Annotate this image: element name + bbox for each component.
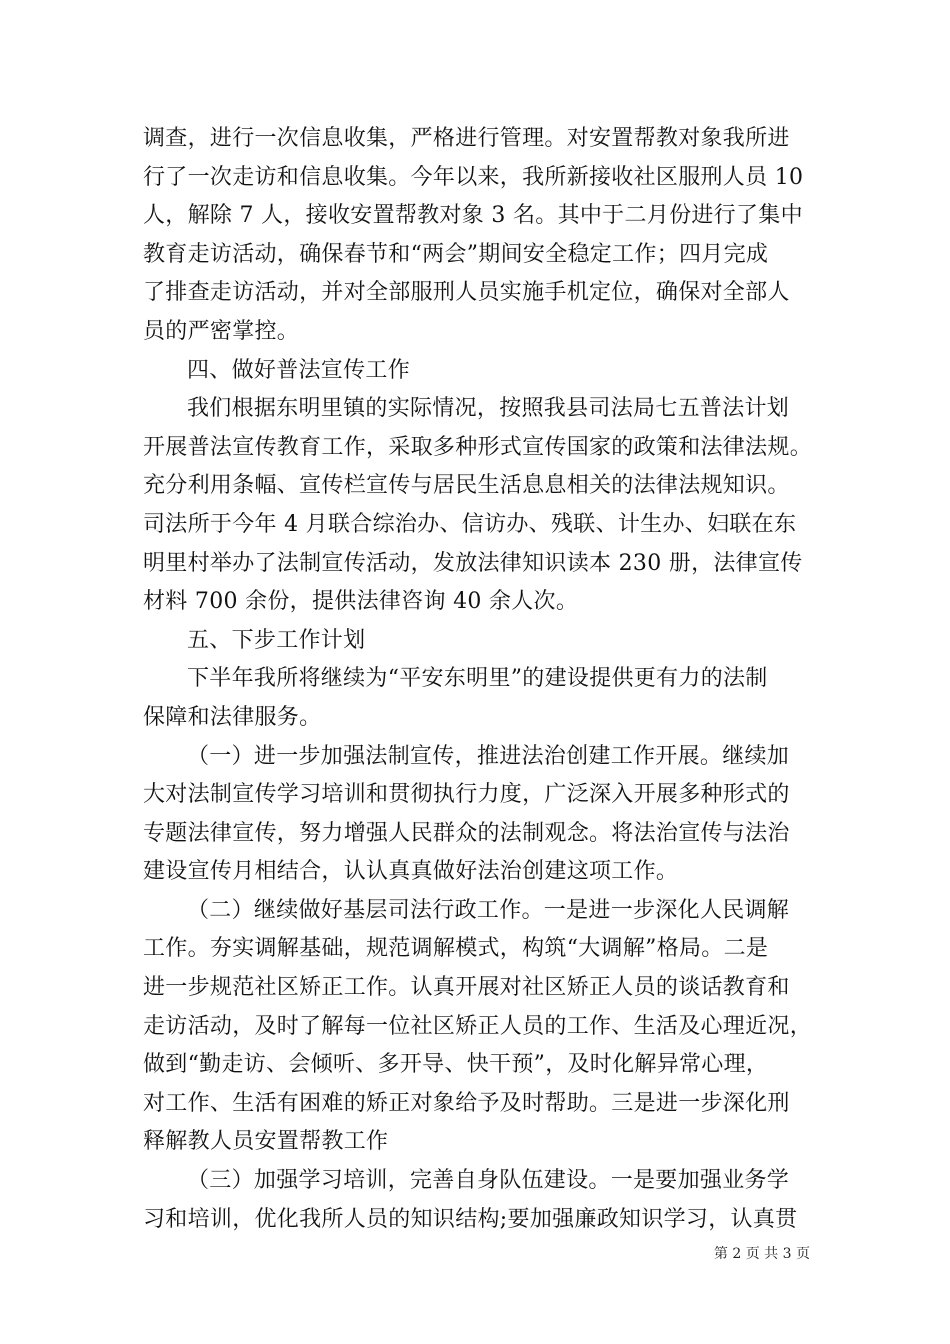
text-line: 四、做好普法宣传工作 (187, 357, 411, 383)
text-line: 材料 700 余份，提供法律咨询 40 余人次。 (143, 589, 579, 615)
text-line: 员的严密掌控。 (143, 318, 300, 344)
text-line: 专题法律宣传，努力增强人民群众的法制观念。将法治宣传与法治 (143, 820, 790, 846)
text-line: 我们根据东明里镇的实际情况，按照我县司法局七五普法计划 (187, 396, 790, 422)
text-line: 教育走访活动，确保春节和“两会”期间安全稳定工作；四月完成 (143, 241, 769, 267)
text-line: 明里村举办了法制宣传活动，发放法律知识读本 230 册，法律宣传 (143, 550, 803, 576)
text-line: 充分利用条幅、宣传栏宣传与居民生活息息相关的法律法规知识。 (143, 473, 790, 499)
text-line: 开展普法宣传教育工作，采取多种形式宣传国家的政策和法律法规。 (143, 434, 813, 460)
text-line: 工作。夯实调解基础，规范调解模式，构筑“大调解”格局。二是 (143, 936, 769, 962)
text-line: 释解教人员安置帮教工作 (143, 1129, 389, 1155)
text-line: 进一步规范社区矫正工作。认真开展对社区矫正人员的谈话教育和 (143, 975, 790, 1001)
page-number: 第 2 页 共 3 页 (713, 1246, 810, 1262)
text-line: 行了一次走访和信息收集。今年以来，我所新接收社区服刑人员 10 (143, 164, 804, 190)
text-line: （二）继续做好基层司法行政工作。一是进一步深化人民调解 (187, 897, 790, 923)
text-line: 人，解除 7 人，接收安置帮教对象 3 名。其中于二月份进行了集中 (143, 203, 803, 229)
text-line: 对工作、生活有困难的矫正对象给予及时帮助。三是进一步深化刑 (143, 1090, 790, 1116)
text-line: 五、下步工作计划 (187, 627, 366, 653)
text-line: 司法所于今年 4 月联合综治办、信访办、残联、计生办、妇联在东 (143, 511, 797, 537)
text-line: 习和培训，优化我所人员的知识结构;要加强廉政知识学习，认真贯 (143, 1206, 798, 1232)
text-line: 做到“勤走访、会倾听、多开导、快干预”，及时化解异常心理， (143, 1052, 769, 1078)
text-line: 调查，进行一次信息收集，严格进行管理。对安置帮教对象我所进 (143, 126, 790, 151)
text-line: 保障和法律服务。 (143, 704, 322, 730)
text-line: 走访活动，及时了解每一位社区矫正人员的工作、生活及心理近况， (143, 1013, 813, 1039)
text-line: 建设宣传月相结合，认认真真做好法治创建这项工作。 (143, 859, 679, 885)
text-line: （三）加强学习培训，完善自身队伍建设。一是要加强业务学 (187, 1168, 790, 1194)
text-line: 大对法制宣传学习培训和贯彻执行力度，广泛深入开展多种形式的 (143, 782, 790, 808)
text-line: 下半年我所将继续为“平安东明里”的建设提供更有力的法制 (187, 666, 768, 692)
text-line: 了排查走访活动，并对全部服刑人员实施手机定位，确保对全部人 (143, 280, 790, 306)
document-body (143, 120, 815, 1239)
text-line: （一）进一步加强法制宣传，推进法治创建工作开展。继续加 (187, 743, 790, 769)
